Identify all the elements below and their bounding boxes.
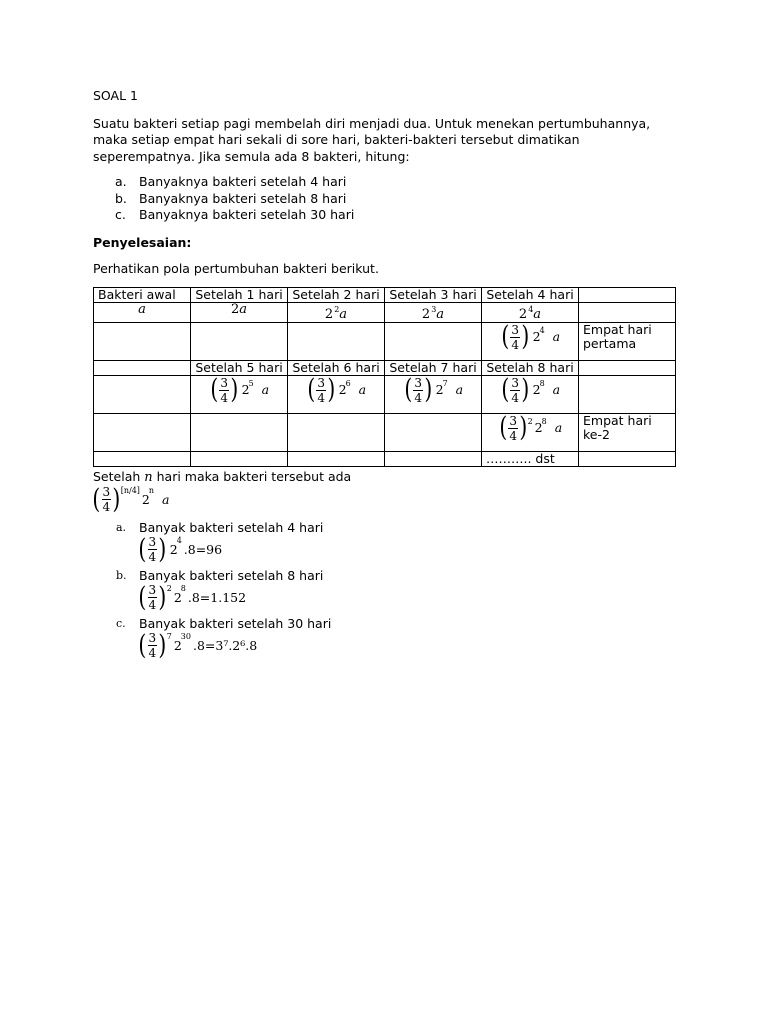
growth-table [93, 287, 676, 467]
numerator: 3 [148, 631, 157, 645]
exponent: 30 [180, 632, 191, 641]
general-text: Setelah [93, 468, 141, 484]
question-marker: a. [115, 174, 127, 189]
table-row [94, 287, 676, 302]
base: 2 [230, 301, 240, 317]
variable: a [358, 382, 367, 397]
header-cell: Setelah 3 hari [385, 287, 482, 302]
empty-cell [288, 322, 385, 360]
formula: ( $\frac{3}{4}$ ) 2 4 a [501, 321, 561, 352]
empty-cell [579, 302, 676, 322]
denominator: 4 [509, 428, 518, 443]
numerator: 3 [102, 485, 111, 499]
exponent: 8 [541, 416, 547, 426]
variable: a [261, 382, 270, 397]
exponent: 6 [345, 378, 351, 388]
empty-cell [288, 413, 385, 451]
value-cell [482, 302, 579, 322]
general-formula-block [91, 485, 683, 514]
numerator: 3 [148, 535, 157, 549]
result: .8=3⁷.2⁶.8 [192, 638, 258, 653]
empty-cell [579, 375, 676, 413]
denominator: 4 [317, 390, 326, 405]
table-row [94, 360, 676, 375]
table-row [94, 302, 676, 322]
empty-cell [191, 322, 288, 360]
empty-cell [385, 322, 482, 360]
variable: a [552, 329, 561, 344]
numerator: 3 [511, 375, 520, 390]
denominator: 4 [148, 598, 157, 612]
question-item [93, 207, 683, 224]
base: 2 [534, 420, 543, 435]
header-cell: Bakteri awal [94, 287, 191, 302]
empty-cell [94, 451, 191, 466]
value-cell [191, 302, 288, 322]
question-marker: b. [115, 190, 127, 206]
question-item [93, 174, 683, 191]
formula: ( $\frac{3}{4}$ ) 2 2 8 a [499, 412, 563, 443]
base: 2 [241, 382, 250, 397]
formula: ( $\frac{3}{4}$ ) 2 6 a [307, 374, 367, 405]
numerator: 3 [414, 375, 423, 390]
answer-list [93, 520, 683, 664]
formula-cell [288, 375, 385, 413]
empty-cell [288, 451, 385, 466]
general-variable: n [144, 469, 153, 485]
note-cell: Empat hari pertama [579, 322, 676, 360]
empty-cell [94, 322, 191, 360]
empty-cell [94, 413, 191, 451]
value-cell [288, 302, 385, 322]
exponent: 2 [334, 304, 340, 314]
answer-text: Banyak bakteri setelah 8 hari [139, 568, 324, 583]
numerator: 3 [509, 413, 518, 428]
variable: a [533, 306, 542, 322]
denominator: 4 [148, 550, 157, 564]
answer-text: Banyak bakteri setelah 4 hari [139, 520, 324, 535]
denominator: 4 [414, 390, 423, 405]
outer-exponent: [n/4] [120, 486, 140, 495]
question-text: Banyaknya bakteri setelah 4 hari [139, 174, 347, 189]
exponent: n [148, 486, 155, 495]
general-formula: ( $\frac{3}{4}$ ) [n/4] 2 n a [92, 483, 170, 515]
base: 2 [173, 590, 182, 605]
question-marker: c. [115, 207, 126, 222]
header-cell: Setelah 6 hari [288, 360, 385, 375]
denominator: 4 [148, 646, 157, 660]
outer-exponent: 2 [527, 416, 533, 426]
formula-cell [385, 375, 482, 413]
header-cell: Setelah 5 hari [191, 360, 288, 375]
problem-label: SOAL 1 [93, 88, 138, 103]
exponent: 7 [442, 378, 448, 388]
formula: ( $\frac{3}{4}$ ) 2 8 a [501, 374, 561, 405]
header-cell: Setelah 7 hari [385, 360, 482, 375]
base: 2 [324, 306, 334, 322]
header-cell: Setelah 1 hari [191, 287, 288, 302]
result: .8=1.152 [187, 590, 247, 605]
general-text-rest: hari maka bakteri tersebut ada [156, 468, 352, 484]
table-intro: Perhatikan pola pertumbuhan bakteri berikut. [93, 261, 379, 276]
document-page [93, 88, 683, 664]
formula-cell [482, 322, 579, 360]
variable: a [552, 382, 561, 397]
outer-exponent: 7 [166, 632, 172, 641]
empty-cell [385, 451, 482, 466]
variable: a [239, 301, 248, 317]
empty-cell [94, 375, 191, 413]
note-cell: Empat hari ke-2 [579, 413, 676, 451]
base: 2 [141, 492, 150, 507]
answer-formula: ( $\frac{3}{4}$ ) 2 2 8 .8=1.152 [138, 581, 247, 613]
empty-cell [94, 360, 191, 375]
answer-marker: a. [116, 521, 127, 534]
table-row [94, 375, 676, 413]
result: .8=96 [183, 542, 223, 557]
numerator: 3 [511, 322, 520, 337]
base: 2 [173, 638, 182, 653]
formula-cell [482, 375, 579, 413]
base: 2 [518, 306, 528, 322]
exponent: 4 [176, 536, 182, 545]
solution-heading: Penyelesaian: [93, 234, 192, 250]
formula-cell [482, 413, 579, 451]
empty-cell [191, 451, 288, 466]
value-cell [385, 302, 482, 322]
denominator: 4 [102, 500, 111, 514]
table-row [94, 413, 676, 451]
variable: a [554, 420, 563, 435]
exponent: 4 [539, 325, 545, 335]
exponent: 4 [528, 304, 534, 314]
value-cell [94, 302, 191, 322]
empty-cell [579, 287, 676, 302]
variable: a [339, 306, 348, 322]
empty-cell [385, 413, 482, 451]
answer-formula: ( $\frac{3}{4}$ ) 2 4 .8=96 [138, 533, 223, 565]
base: 2 [532, 329, 541, 344]
variable: a [138, 301, 146, 317]
variable: a [455, 382, 464, 397]
question-list [93, 174, 683, 224]
header-cell: Setelah 4 hari [482, 287, 579, 302]
problem-text: Suatu bakteri setiap pagi membelah diri menjadi dua. Untuk menekan pertumbuhannya, maka setiap empat hari sekali di sore hari, bakteri-bakteri tersebut dimatikan seperempatnya. Jika semula ada 8 bakteri, hitung: [93, 115, 651, 164]
exponent: 8 [180, 584, 186, 593]
formula: ( $\frac{3}{4}$ ) 2 7 a [404, 374, 464, 405]
question-item [93, 191, 683, 208]
empty-cell [579, 360, 676, 375]
outer-exponent: 2 [166, 584, 172, 593]
denominator: 4 [511, 337, 520, 352]
answer-marker: b. [116, 569, 127, 582]
answer-item [93, 520, 683, 568]
base: 2 [435, 382, 444, 397]
header-cell: Setelah 8 hari [482, 360, 579, 375]
formula: ( $\frac{3}{4}$ ) 2 5 a [210, 374, 270, 405]
continuation-cell: ……….. dst [482, 451, 579, 466]
question-text: Banyaknya bakteri setelah 30 hari [139, 207, 355, 222]
formula-cell [191, 375, 288, 413]
denominator: 4 [220, 390, 229, 405]
question-text: Banyaknya bakteri setelah 8 hari [139, 190, 347, 206]
variable: a [162, 492, 170, 507]
base: 2 [532, 382, 541, 397]
denominator: 4 [511, 390, 520, 405]
base: 2 [169, 542, 178, 557]
answer-marker: c. [116, 617, 126, 630]
exponent: 5 [248, 378, 254, 388]
base: 2 [338, 382, 347, 397]
exponent: 3 [431, 304, 437, 314]
numerator: 3 [148, 583, 157, 597]
answer-formula: ( $\frac{3}{4}$ ) 7 2 30 .8=3⁷.2⁶.8 [138, 629, 258, 661]
exponent: 8 [539, 378, 545, 388]
table-row [94, 451, 676, 466]
table-row [94, 322, 676, 360]
base: 2 [421, 306, 431, 322]
numerator: 3 [220, 375, 229, 390]
empty-cell [191, 413, 288, 451]
general-statement [93, 469, 683, 487]
numerator: 3 [317, 375, 326, 390]
answer-item [93, 568, 683, 616]
answer-item [93, 616, 683, 664]
answer-text: Banyak bakteri setelah 30 hari [139, 616, 332, 631]
variable: a [436, 306, 445, 322]
header-cell: Setelah 2 hari [288, 287, 385, 302]
empty-cell [579, 451, 676, 466]
